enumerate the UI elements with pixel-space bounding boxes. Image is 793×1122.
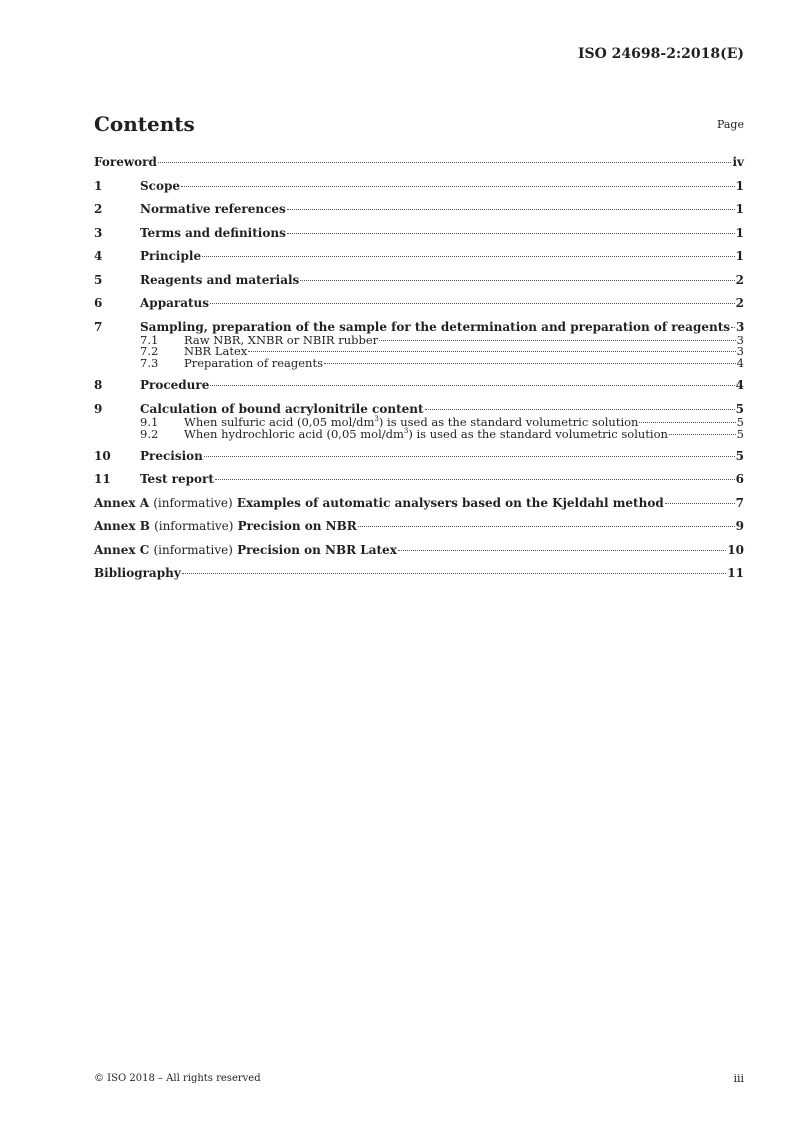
toc-page-number: 3 bbox=[736, 332, 744, 347]
toc-entry-number: 8 bbox=[94, 378, 103, 393]
toc-page-number: 2 bbox=[735, 272, 744, 287]
toc-entry-test-report[interactable] bbox=[94, 472, 744, 487]
toc-page-number: 1 bbox=[735, 202, 744, 216]
dot-leader bbox=[182, 573, 727, 574]
dot-leader bbox=[287, 209, 735, 210]
toc-page-number: 4 bbox=[735, 378, 744, 393]
dot-leader bbox=[665, 503, 735, 504]
dot-leader bbox=[204, 456, 735, 457]
toc-page-number: 10 bbox=[727, 542, 744, 557]
superscript: 3 bbox=[403, 426, 409, 435]
title-part: When hydrochloric acid (0,05 mol/dm bbox=[184, 426, 404, 441]
toc-subentry-number: 7.3 bbox=[140, 356, 159, 371]
title-part: ) is used as the standard volumetric solution bbox=[378, 414, 639, 429]
toc-page-number: 2 bbox=[735, 296, 744, 310]
toc-entry-number: 1 bbox=[94, 178, 103, 193]
toc-entry-title: Reagents and materials bbox=[140, 272, 300, 287]
table-of-contents bbox=[94, 155, 744, 581]
dot-leader bbox=[358, 526, 735, 527]
dot-leader bbox=[324, 363, 736, 364]
dot-leader bbox=[158, 162, 732, 163]
toc-entry-title: Apparatus bbox=[140, 296, 209, 310]
toc-entry-title: Normative references bbox=[140, 202, 286, 216]
toc-page-number: 7 bbox=[735, 495, 744, 510]
toc-entry-annex-b[interactable] bbox=[94, 519, 744, 534]
dot-leader bbox=[210, 303, 735, 304]
toc-annex-title bbox=[94, 496, 664, 511]
toc-entry-number: 7 bbox=[94, 319, 103, 334]
toc-entry-procedure[interactable] bbox=[94, 378, 744, 393]
dot-leader bbox=[202, 256, 735, 257]
page-number: iii bbox=[733, 1072, 744, 1085]
toc-page-number: 9 bbox=[735, 519, 744, 534]
toc-entry-number: 9 bbox=[94, 401, 103, 416]
toc-page-number: 11 bbox=[727, 566, 744, 581]
toc-entry-number: 10 bbox=[94, 448, 111, 463]
toc-subentry-title bbox=[184, 426, 668, 441]
toc-entry-number: 6 bbox=[94, 296, 103, 310]
dot-leader bbox=[398, 550, 726, 551]
dot-leader bbox=[379, 340, 736, 341]
toc-page-number: 1 bbox=[735, 178, 744, 193]
annex-title: Examples of automatic analysers based on the Kjeldahl method bbox=[236, 495, 664, 510]
toc-entry-title: Calculation of bound acrylonitrile content bbox=[140, 401, 424, 416]
toc-page-number: 6 bbox=[735, 472, 744, 487]
annex-label: Annex B bbox=[94, 519, 150, 534]
toc-annex-title bbox=[94, 519, 357, 534]
toc-subentry-number: 9.1 bbox=[140, 414, 159, 429]
toc-entry-reagents-and-materials[interactable] bbox=[94, 273, 744, 288]
toc-subentry-title: NBR Latex bbox=[184, 344, 248, 359]
annex-label: Annex C bbox=[94, 542, 150, 557]
toc-page-number: 5 bbox=[735, 448, 744, 463]
toc-entry-title: Sampling, preparation of the sample for the determination and preparation of reagents bbox=[140, 319, 730, 334]
toc-annex-title bbox=[94, 543, 397, 558]
toc-subentry-number: 9.2 bbox=[140, 426, 159, 441]
toc-entry-normative-references[interactable] bbox=[94, 202, 744, 217]
toc-entry-terms-and-definitions[interactable] bbox=[94, 226, 744, 241]
document-id: ISO 24698-2:2018(E) bbox=[577, 46, 744, 62]
toc-subentry-9-2[interactable] bbox=[94, 426, 744, 441]
annex-title: Precision on NBR Latex bbox=[237, 542, 397, 557]
toc-entry-number: 4 bbox=[94, 249, 103, 263]
toc-entry-apparatus[interactable] bbox=[94, 296, 744, 311]
toc-page-number: 1 bbox=[735, 249, 744, 263]
toc-entry-number: 5 bbox=[94, 272, 103, 287]
dot-leader bbox=[287, 233, 735, 234]
toc-entry-number: 11 bbox=[94, 472, 111, 487]
superscript: 3 bbox=[374, 415, 379, 424]
toc-entry-title: Precision bbox=[140, 448, 203, 463]
toc-entry-foreword[interactable] bbox=[94, 155, 744, 170]
title-part: ) is used as the standard volumetric solution bbox=[408, 426, 668, 441]
page-title: Contents bbox=[94, 112, 195, 136]
dot-leader bbox=[210, 385, 734, 386]
toc-subentry-number: 7.1 bbox=[140, 332, 159, 347]
toc-page-number: 5 bbox=[735, 401, 744, 416]
toc-entry-scope[interactable] bbox=[94, 179, 744, 194]
toc-page-number: 5 bbox=[736, 414, 744, 429]
dot-leader bbox=[181, 186, 735, 187]
toc-entry-number: 3 bbox=[94, 225, 103, 240]
toc-page-number: iv bbox=[732, 155, 744, 169]
dot-leader bbox=[425, 409, 735, 410]
toc-entry-title: Terms and definitions bbox=[140, 225, 286, 240]
dot-leader bbox=[639, 422, 735, 423]
toc-page-number: 5 bbox=[736, 426, 744, 441]
toc-subentry-number: 7.2 bbox=[140, 344, 159, 359]
toc-entry-precision[interactable] bbox=[94, 449, 744, 464]
toc-entry-title: Scope bbox=[140, 178, 181, 193]
toc-subentry-title: Preparation of reagents bbox=[184, 356, 323, 371]
toc-subentry-title: Raw NBR, XNBR or NBIR rubber bbox=[184, 332, 379, 347]
dot-leader bbox=[248, 351, 735, 352]
copyright-notice: © ISO 2018 – All rights reserved bbox=[94, 1073, 261, 1084]
toc-subentry-7-3[interactable] bbox=[94, 358, 744, 370]
annex-kind: (informative) bbox=[153, 495, 233, 510]
page-column-label: Page bbox=[716, 118, 744, 131]
annex-kind: (informative) bbox=[153, 542, 233, 557]
toc-page-number: 3 bbox=[736, 319, 745, 334]
toc-entry-title: Principle bbox=[140, 249, 202, 263]
dot-leader bbox=[731, 327, 735, 328]
title-part: When sulfuric acid (0,05 mol/dm bbox=[184, 414, 375, 429]
dot-leader bbox=[669, 434, 736, 435]
dot-leader bbox=[215, 479, 735, 480]
toc-page-number: 1 bbox=[735, 225, 744, 240]
toc-entry-annex-c[interactable] bbox=[94, 543, 744, 558]
dot-leader bbox=[300, 280, 734, 281]
toc-page-number: 4 bbox=[736, 356, 744, 371]
toc-entry-bibliography[interactable] bbox=[94, 566, 744, 581]
toc-entry-title: Test report bbox=[140, 472, 214, 487]
toc-entry-title: Bibliography bbox=[94, 566, 181, 581]
annex-kind: (informative) bbox=[154, 519, 234, 534]
toc-entry-number: 2 bbox=[94, 202, 103, 216]
toc-entry-principle[interactable] bbox=[94, 249, 744, 264]
toc-entry-title: Foreword bbox=[94, 155, 157, 169]
toc-entry-annex-a[interactable] bbox=[94, 496, 744, 511]
annex-title: Precision on NBR bbox=[237, 519, 357, 534]
annex-label: Annex A bbox=[94, 495, 150, 510]
toc-entry-title: Procedure bbox=[140, 378, 210, 393]
toc-page-number: 3 bbox=[736, 344, 744, 359]
